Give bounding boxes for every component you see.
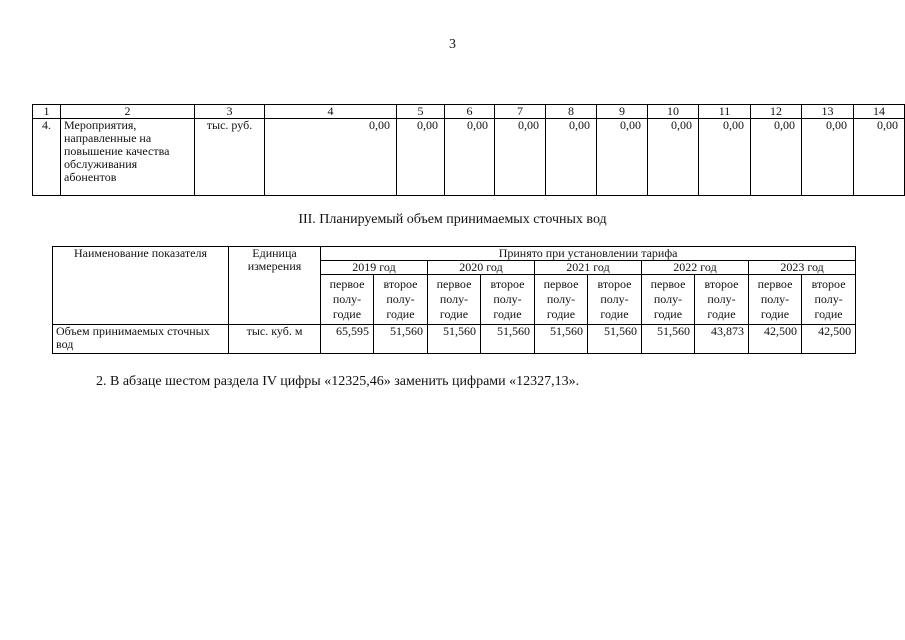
- value-cell: 51,560: [588, 325, 642, 354]
- page-number: 3: [449, 37, 456, 52]
- header-cell: 11: [699, 105, 751, 119]
- half-header-second: второе полу-годие: [374, 275, 428, 325]
- half-header-second: второе полу-годие: [481, 275, 535, 325]
- column-header-name: Наименование показателя: [53, 247, 229, 325]
- value-cell: 51,560: [481, 325, 535, 354]
- value-cell: 51,560: [374, 325, 428, 354]
- half-header-first: первое полу-годие: [535, 275, 588, 325]
- value-cell: 42,500: [749, 325, 802, 354]
- value-cell: 51,560: [428, 325, 481, 354]
- table-measures: [32, 104, 905, 196]
- amendment-paragraph: 2. В абзаце шестом раздела IV цифры «12325,46» заменить цифрами «12327,13».: [96, 374, 580, 389]
- header-cell: 13: [802, 105, 854, 119]
- row-unit: тыс. куб. м: [229, 325, 321, 354]
- header-cell: 4: [265, 105, 397, 119]
- value-cell: 0,00: [854, 119, 905, 196]
- year-header: 2022 год: [642, 261, 749, 275]
- header-cell: 10: [648, 105, 699, 119]
- table-row: [53, 325, 856, 354]
- row-number: 4.: [33, 119, 61, 196]
- half-header-first: первое полу-годие: [642, 275, 695, 325]
- year-header: 2019 год: [321, 261, 428, 275]
- value-cell: 0,00: [445, 119, 495, 196]
- value-cell: 0,00: [495, 119, 546, 196]
- row-name: Мероприятия, направленные на повышение качества обслуживания абонентов: [61, 119, 195, 196]
- value-cell: 0,00: [802, 119, 854, 196]
- value-cell: 0,00: [648, 119, 699, 196]
- half-header-second: второе полу-годие: [695, 275, 749, 325]
- value-cell: 0,00: [397, 119, 445, 196]
- row-name: Объем принимаемых сточных вод: [53, 325, 229, 354]
- header-cell: 12: [751, 105, 802, 119]
- value-cell: 51,560: [535, 325, 588, 354]
- header-cell: 8: [546, 105, 597, 119]
- header-cell: 3: [195, 105, 265, 119]
- header-cell: 7: [495, 105, 546, 119]
- value-cell: 65,595: [321, 325, 374, 354]
- year-header: 2021 год: [535, 261, 642, 275]
- header-cell: 14: [854, 105, 905, 119]
- value-cell: 42,500: [802, 325, 856, 354]
- group-header: Принято при установлении тарифа: [321, 247, 856, 261]
- header-cell: 6: [445, 105, 495, 119]
- section-title: III. Планируемый объем принимаемых сточных вод: [298, 212, 607, 227]
- half-header-second: второе полу-годие: [588, 275, 642, 325]
- value-cell: 51,560: [642, 325, 695, 354]
- value-cell: 43,873: [695, 325, 749, 354]
- half-header-first: первое полу-годие: [321, 275, 374, 325]
- column-header-unit: Единица измерения: [229, 247, 321, 325]
- header-cell: 9: [597, 105, 648, 119]
- table-row: [33, 119, 905, 196]
- row-unit: тыс. руб.: [195, 119, 265, 196]
- value-cell: 0,00: [546, 119, 597, 196]
- half-header-second: второе полу-годие: [802, 275, 856, 325]
- year-header: 2020 год: [428, 261, 535, 275]
- value-cell: 0,00: [751, 119, 802, 196]
- table-wastewater-volume: [52, 246, 856, 354]
- header-cell: 5: [397, 105, 445, 119]
- half-header-first: первое полу-годие: [749, 275, 802, 325]
- value-cell: 0,00: [597, 119, 648, 196]
- table-header-row: [53, 247, 856, 261]
- year-header: 2023 год: [749, 261, 856, 275]
- value-cell: 0,00: [265, 119, 397, 196]
- header-cell: 2: [61, 105, 195, 119]
- header-cell: 1: [33, 105, 61, 119]
- half-header-first: первое полу-годие: [428, 275, 481, 325]
- value-cell: 0,00: [699, 119, 751, 196]
- table-header-row: [33, 105, 905, 119]
